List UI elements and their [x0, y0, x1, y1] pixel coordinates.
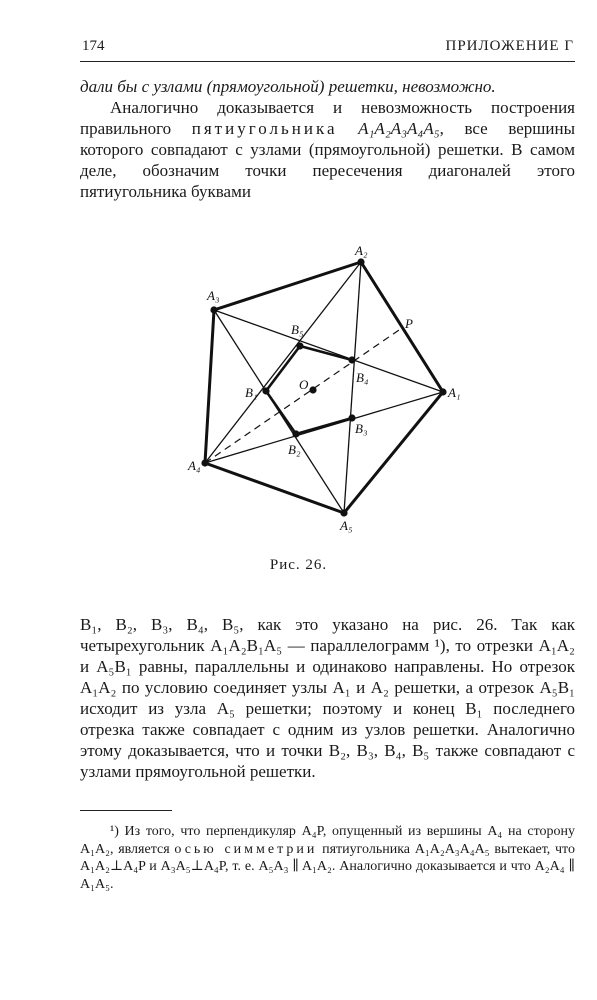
diagonal-a1-a4	[205, 392, 443, 463]
diagonal-a2-a5	[344, 262, 361, 513]
label-a2: A₂	[355, 243, 368, 258]
point-b1	[262, 387, 269, 394]
label-b4: B₄	[356, 370, 369, 385]
paragraph-lead: Аналогично доказывается и невозможность построения правильного	[80, 98, 575, 138]
point-a4	[201, 459, 208, 466]
point-a2	[357, 258, 364, 265]
header-rule	[80, 61, 575, 62]
outer-pentagon	[205, 262, 443, 513]
label-a3: A₃	[207, 288, 220, 303]
paragraph-proof: B₁, B₂, B₃, B₄, B₅, как это указано на рис. 26. Так как четырехугольник A₁A₂B₁A₅ — параллелограмм ¹), то отрезки A₁A₂ и A₅B₁ равны, параллельны и одинаково направлены. Но отрезок A₁A₂ по условию соединяет узлы A₁ и A₂ решетки, а отрезок A₅B₁ исходит из узла A₅ решетки; поэтому и конец B₁ последнего отрезка также совпадает с одним из узлов решетки. Аналогично этому доказывается, что и точки B₂, B₃, B₄, B₅ также совпадают с узлами прямоугольной решетки.	[80, 615, 575, 781]
edge-b5-b4	[300, 346, 352, 360]
label-o: O	[299, 377, 309, 392]
figure-caption: Рис. 26.	[269, 557, 328, 573]
footnote-text-b: пятиугольника A₁A₂A₃A₄A₅ вытекает, что A₁A₂⊥A₄P и A₃A₅⊥A₄P, т. е. A₅A₃ ∥ A₁A₂. Аналогично доказывается и что A₂A₄ ∥ A₁A₅.	[80, 841, 575, 892]
running-header	[82, 38, 574, 60]
footnote-rule	[80, 810, 172, 811]
page-number: 174	[82, 38, 105, 54]
point-a5	[340, 509, 347, 516]
edge-b5-b1	[266, 346, 300, 391]
label-a5: A₅	[340, 518, 353, 533]
footnote-text-a: ¹) Из того, что перпендикуляр A₄P, опущенный из вершины A₄ на сторону A₁A₂, является	[80, 824, 575, 857]
point-a1	[439, 388, 446, 395]
label-b1: B₁	[245, 385, 258, 400]
label-a4: A₄	[188, 458, 201, 473]
edge-b1-b2	[266, 391, 296, 434]
point-a3	[210, 306, 217, 313]
paragraph-pentagon	[80, 97, 575, 202]
paragraph-italic: дали бы с узлами (прямоугольной) решетки, невозможно.	[80, 77, 496, 96]
label-b2: B₂	[288, 442, 301, 457]
body-text-bottom	[80, 614, 575, 782]
body-text-top	[80, 76, 575, 202]
edge-b2-b3	[296, 418, 352, 434]
point-o	[309, 386, 316, 393]
label-b3: B₃	[355, 421, 368, 436]
running-title: ПРИЛОЖЕНИЕ Г	[445, 38, 574, 54]
label-a1: A₁	[448, 385, 461, 400]
diagonal-a2-a4	[205, 262, 361, 463]
paragraph-rest: , все вершины которого совпадают с узлами (прямоугольной) решетки. В самом деле, обозначим точки пересечения диагоналей этого пятиугольника буквами	[80, 119, 576, 201]
point-b5	[296, 342, 303, 349]
spaced-word: пятиугольника	[191, 119, 338, 138]
pentagon-figure	[180, 238, 470, 538]
label-b5: B₅	[291, 322, 304, 337]
label-p: P	[405, 316, 413, 331]
footnote	[80, 823, 575, 893]
footnote-spaced: осью симметрии	[174, 841, 318, 857]
polygon-name: A₁A₂A₃A₄A₅	[358, 119, 440, 138]
point-b4	[348, 356, 355, 363]
point-b2	[292, 430, 299, 437]
footnote-paragraph	[80, 823, 575, 893]
